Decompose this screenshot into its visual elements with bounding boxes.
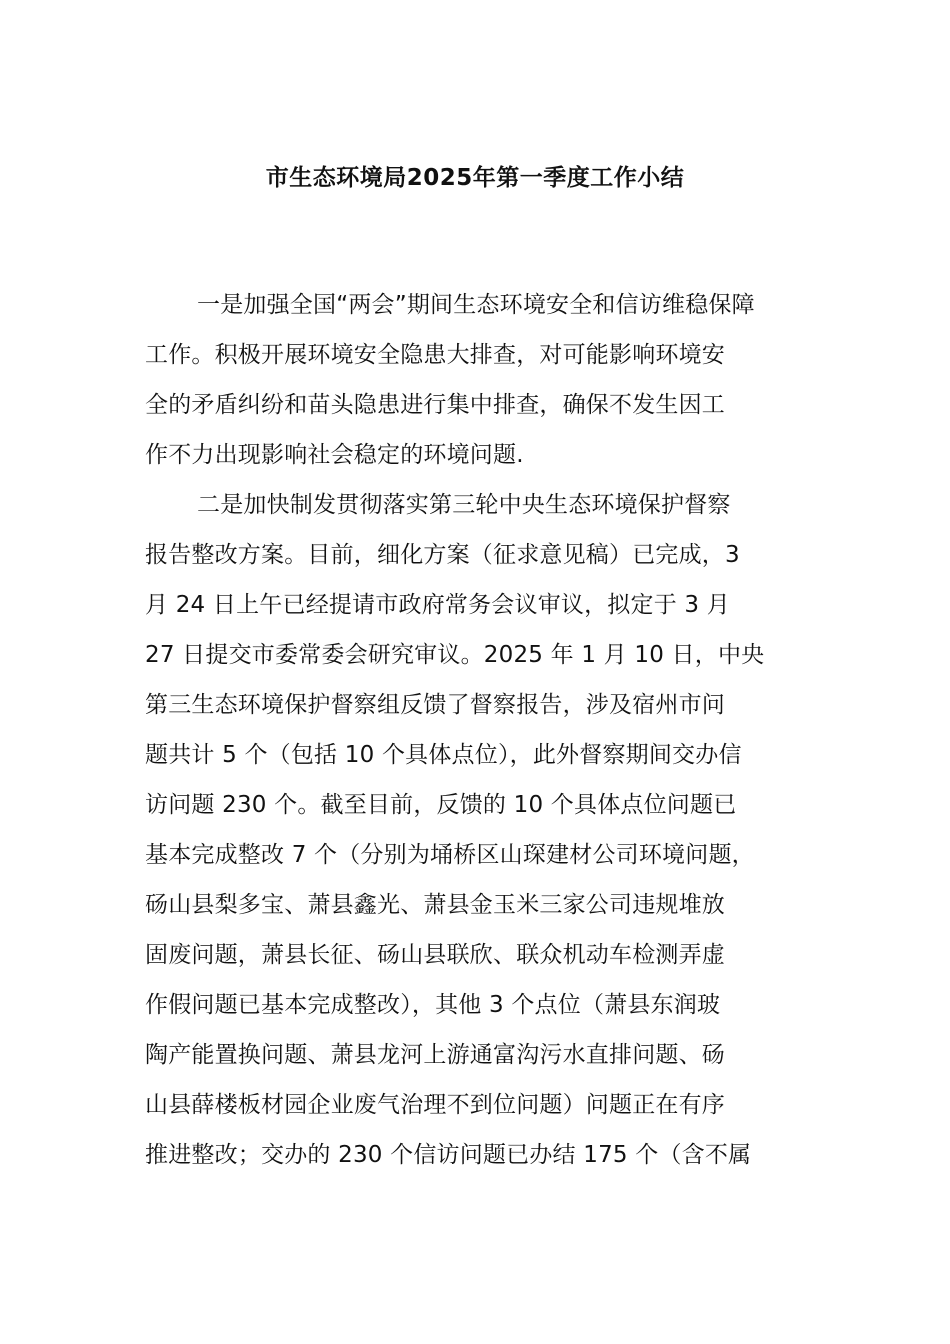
paragraph-2-line-11: 作假问题已基本完成整改），其他 3 个点位（萧县东润玻 bbox=[145, 992, 721, 1018]
paragraph-1 bbox=[145, 280, 817, 480]
paragraph-2-line-4: 27 日提交市委常委会研究审议。2025 年 1 月 10 日，中央 bbox=[145, 642, 765, 668]
paragraph-1-line-3: 全的矛盾纠纷和苗头隐患进行集中排查，确保不发生因工 bbox=[145, 392, 725, 418]
paragraph-2-line-10: 固废问题，萧县长征、砀山县联欣、联众机动车检测弄虚 bbox=[145, 942, 725, 968]
paragraph-2-line-3: 月 24 日上午已经提请市政府常务会议审议，拟定于 3 月 bbox=[145, 592, 730, 618]
paragraph-2-line-1: 二是加快制发贯彻落实第三轮中央生态环境保护督察 bbox=[197, 492, 731, 518]
paragraph-2-line-9: 砀山县梨多宝、萧县鑫光、萧县金玉米三家公司违规堆放 bbox=[145, 892, 725, 918]
paragraph-2-line-6: 题共计 5 个（包括 10 个具体点位），此外督察期间交办信 bbox=[145, 742, 742, 768]
document-body bbox=[145, 280, 817, 1180]
paragraph-2-line-8: 基本完成整改 7 个（分别为埇桥区山琛建材公司环境问题， bbox=[145, 842, 755, 868]
paragraph-2-line-12: 陶产能置换问题、萧县龙河上游通富沟污水直排问题、砀 bbox=[145, 1042, 725, 1068]
paragraph-2-line-14: 推进整改；交办的 230 个信访问题已办结 175 个（含不属 bbox=[145, 1142, 752, 1168]
paragraph-2-line-7: 访问题 230 个。截至目前，反馈的 10 个具体点位问题已 bbox=[145, 792, 737, 818]
paragraph-1-line-1: 一是加强全国“两会”期间生态环境安全和信访维稳保障 bbox=[197, 292, 755, 318]
document-title: 市生态环境局2025年第一季度工作小结 bbox=[265, 165, 685, 191]
paragraph-2-line-13: 山县薛楼板材园企业废气治理不到位问题）问题正在有序 bbox=[145, 1092, 725, 1118]
paragraph-1-line-2: 工作。积极开展环境安全隐患大排查，对可能影响环境安 bbox=[145, 342, 725, 368]
paragraph-1-line-4: 作不力出现影响社会稳定的环境问题. bbox=[145, 442, 524, 468]
paragraph-2-line-5: 第三生态环境保护督察组反馈了督察报告，涉及宿州市问 bbox=[145, 692, 725, 718]
paragraph-2-line-2: 报告整改方案。目前，细化方案（征求意见稿）已完成，3 bbox=[145, 542, 740, 568]
paragraph-2 bbox=[145, 480, 817, 1180]
